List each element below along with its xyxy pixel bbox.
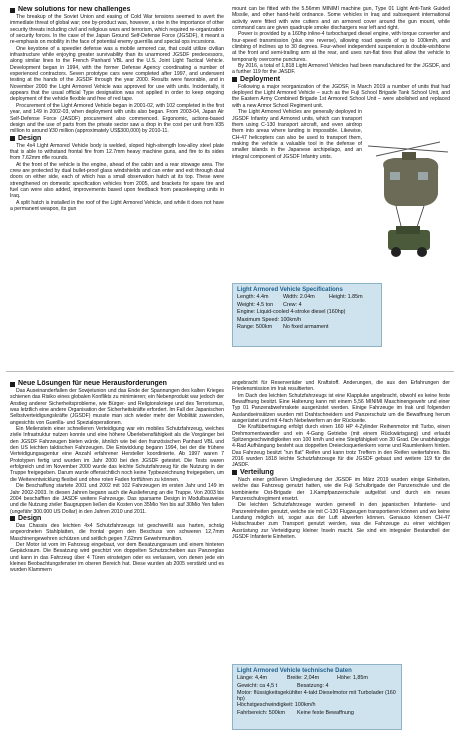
english-column-left: [10, 6, 224, 362]
paragraph: Das Auseinanderfallen der Sowjetunion und das Ende der Spannungen des kalten Krieges schienen das Risiko eines globalen Konflikts zu minimieren; ein Nebenprodukt war jedoch der Anstieg anderer Sicherheitsprobleme, wie Bürger- und Religionskriege und des Terrorismus, was letztlich eine andere Organisation der Sicherheitskräfte erfordert. Im Fall der Japanischen Selbstverteidigungskräfte (JGSDF) musste man sich wieder mehr der Mobilität zuwenden, angesichts von Guerilla- und Spezialoperationen.: [10, 388, 224, 426]
spec-weight: Gewicht: ca 4,5 t: [237, 682, 278, 689]
paragraph: Im Dach des leichten Schutzfahrzeugs ist eine Klappluke angebracht, obwohl es keine feste Bewaffnung besitzt. Eine Halterung kann mit einem 5,56 MINIMI Maschinengewehr und einer Typ 01 Panzerabwehrrakete ausgerüstet werden. Einige Fahrzeuge im Irak und folgenden Auslandseinsätzen wurden mit Drahtschneidern und Panzerschutz um die Bewaffnung herum ausgerüstet und mit 4-fach Nebelwerfern an der Rückseite.: [232, 392, 450, 425]
spec-range: Fahrbereich: 500km: [237, 709, 285, 716]
spec-title: Light Armored Vehicle Specifications: [237, 287, 343, 293]
bullet-square-icon: [10, 382, 15, 387]
spec-range: Range: 500km: [237, 324, 273, 331]
section-heading-neue-loesungen: Neue Lösungen für neue Herausforderungen: [10, 380, 224, 388]
paragraph: Die Beschaffung startete 2001 und 2002 mit 102 Fahrzeugen im ersten Jahr und 149 im Jahr 2002-2003. In diesen Jahren begann auch die Auslieferung an die Truppe. Von 2003 bis 2004 beschafften die JASDF weitere Fahrzeuge. Das sparsame Design in Modulbauweise und die Nutzung ziviler Baugruppen ließen die Kosten von 35Mio Yen bis auf 30Mio Yen fallen (ungefähr 300.000 US Dollar) in den Jahren 2010 und 2011.: [10, 483, 224, 515]
bullet-square-icon: [10, 516, 15, 521]
section-heading-design-de: Design: [10, 515, 224, 523]
spec-crew: Crew: 4: [283, 301, 302, 308]
section-heading-deployment: Deployment: [232, 76, 450, 84]
german-column-right: [232, 380, 450, 656]
spec-armament: No fixed armament: [283, 324, 329, 331]
spec-speed: Höchstgeschwindigkeit: 100km/h: [237, 702, 316, 709]
paragraph: Procurement of the Light Armored Vehicle began in 2001-02, with 102 completed in the first year, and 149 in 2002-03, when deployment with units also began. From 2003-04, Japan Air Self-Defense Force (JASDF) procurement also commenced. Ergonomic, actions-based design and the use of parts from the private sector saw a drop in the cost per unit from ¥35 million to around ¥30 million (approximately US$300,000) by 2010-11.: [10, 102, 224, 135]
paragraph: At the front of the vehicle is the engine, ahead of the cabin and a rear stowage area. The crew are protected by dual bullet-proof glass windshields and can enter and exit through dual doors on either side, each of which has a small observation hatch at its top. These were strengthened on domestic specification vehicles from 2005, and brackets for spare tire and fuel can were also added, improvements based upon feedback from peacekeeping units in Iraq.: [10, 161, 224, 200]
spec-title: Light Armored Vehicle technische Daten: [237, 668, 352, 674]
paragraph: Das Chassis des leichten 4x4 Schutzfahrzeugs ist geschweißt aus harten, schräg angeordneten Stahlplatten, die frontal gegen den Beschuss von schweren 12,7mm Maschinengewehren schützen und seitlich gegen 7,62mm Gewehrmunition.: [10, 522, 224, 542]
spec-weight: Weight: 4.5 ton: [237, 301, 274, 308]
bullet-square-icon: [232, 77, 237, 82]
paragraph: Die leichten Schutzfahrzeuge wurden generell in den japanischen Infanterie- und Panzereinheiten genutzt, welche sie mit C-130 Flugzeugen transportieren können und wo keine Landung möglich ist, sogar aus der Luft abwerfen können. Genauso können CH-47 Hubschrauber zum Transport genutzt werden, was die Fahrzeuge zu einer wichtigen Ausrüstung zur Verteidigung kleiner Inseln macht. Sie sind ein integraler Bestandteil der JGSDF Infanterie Einheiten.: [232, 502, 450, 540]
spec-box-german: [232, 664, 402, 730]
paragraph: One keystone of a speedier defense was a mobile armored car, that could utilize civilian infrastructure while enjoying greater survivability than its unarmored JGSDF predecessors, along similar lines to the French Panhard VBL and the U.S. Joint Light Tactical Vehicle. Development began in 1994, with the former Defense Agency coordinating a number of experienced contractors. Seven prototype cars were completed after 1997, and underwent testing at the hands of the JGSDF through the year 2000. Results were favorable, and in November 2000 the Light Armored Vehicle was approved for use with units. Incidentally, it appears that the usual official Type designation was not applied in order to keep ongoing deployment of the vehicle flexible and free of red tape.: [10, 45, 224, 103]
paragraph: Power is provided by a 160hp inline-4 turbocharged diesel engine, with torque converter and four-speed transmission (plus one reverse), allowing road speeds of up to 100km/h, and climbing of inclines up to 30 degrees. Four-wheel independent suspension is double-wishbone at the front and semi-trailing arm at the rear, and uses run-flat tires that allow the vehicle to temporarily overcome punctures.: [232, 31, 450, 63]
spec-length: Länge: 4,4m: [237, 675, 267, 681]
spec-crew: Besatzung: 4: [297, 682, 329, 689]
spec-height: Height: 1.85m: [329, 294, 363, 300]
spec-box-english: [232, 283, 382, 347]
bullet-square-icon: [10, 136, 15, 141]
paragraph: Following a major reorganization of the JGDSF, in March 2019 a number of units that had deployed the Light Armored Vehicle – such as the Fuji School Brigade Tank School Unit, and the Eastern Army Combined Brigade 1st Armored School Unit – were abolished and replaced with a new Armor School Regiment unit.: [232, 83, 450, 109]
helicopter-illustration: [366, 138, 450, 270]
language-divider: [6, 371, 454, 372]
bullet-square-icon: [10, 8, 15, 13]
spec-width: Breite: 2,04m: [287, 675, 320, 681]
spec-engine: Motor: flüssigkeitsgekühlter 4-takt Dieselmotor mit Turbolader (160 hp): [237, 690, 396, 703]
section-heading-new-solutions: New solutions for new challenges: [10, 6, 224, 14]
paragraph: Ein Meilenstein einer schnelleren Verteidigung war ein mobiles Schutzfahrzeug, welches zivile Infrastruktur nutzen konnte und eine höhere Überlebensfähigkeit als die Vorgänger bei den JGSDF Fahrzeugen bieten würde, ähnlich wie bei den französischen Panhard VBL und den US leichten taktischen Fahrzeugen. Die Entwicklung begann 1994, bei der die frühere Verteidigungsagentur eine Anzahl erfahrener Hersteller koordinierte. Ab 1997 waren 7 Prototypen fertig und wurden im Jahr 2000 bei den JGSDF getestet. Die Tests waren erfolgreich und im November 2000 wurde das leichte Schutzfahrzeug für die Nutzung in der Truppe freigegeben. Darum wurde offensichtlich noch keine Typbezeichnung freigegeben, um die Weiterentwicklung flexibel und ohne roten Faden fortführen zu können.: [10, 426, 224, 483]
spec-height: Höhe: 1,85m: [337, 675, 368, 681]
paragraph: angebracht für Reserveräder und Kraftstoff. Änderungen, die aus den Erfahrungen der Friedensmission im Irak resultierten.: [232, 380, 450, 393]
section-heading-verteilung: Verteilung: [232, 469, 450, 477]
paragraph: Nach einer größeren Umgliederung der JGSDF im März 2019 wurden einige Einheiten, welche das Fahrzeug genutzt hatten, wie die Fuji Schulbrigade der Panzerschule und die kombinierte Ost-Brigade der 1.Kampfpanzerschule aufgelöst und durch ein neues Panzerschulregiment ersetzt.: [232, 476, 450, 502]
section-heading-design: Design: [10, 135, 224, 143]
paragraph: The breakup of the Soviet Union and easing of Cold War tensions seemed to avert the immediate threat of global war; one by-product was, however, a rise in the importance of other security threats including civil and religious wars and terrorism, which required re-organization of security forces. In the case of the Japan Ground Self-Defense Force (JGSDF), it meant a re-emphasis on mobility in the face of potential enemy guerrilla and special ops incursions.: [10, 14, 224, 46]
spec-width: Width: 2.04m: [283, 294, 315, 300]
german-column-left: [10, 380, 224, 726]
paragraph: The 4x4 Light Armored Vehicle body is welded, sloped high-strength low-alloy steel plate that is able to withstand frontal fire from 12.7mm heavy machine guns, and fire to its sides from 7.62mm rifle rounds.: [10, 142, 224, 162]
spec-engine: Engine: Liquid-cooled 4-stroke diesel (160hp): [237, 309, 346, 316]
paragraph: By 2016, a total of 1,818 Light Armored Vehicles had been manufactured for the JGSDF, and a further 119 for the JASDF.: [232, 63, 450, 76]
paragraph: The Light Armored Vehicles are generally deployed in JGSDF Infantry and Armored units, which can transport them using C-130 transport aircraft, and even airdrop them into areas where landing is impossible. Likewise, CH-47 helicopters can also be used to transport them, making the vehicle a valuable tool in the defense of smaller islands in the Japanese archipelago, and an integral component of JGSDF Infantry units.: [232, 109, 362, 160]
paragraph: Der Motor ist vorn im Fahrzeug eingebaut, vor dem Besatzungsraum und einem hinteren Gepäckraum. Die Besatzung wird geschtzt von doppelten Schutzscheiben aus Panzerglas und kann in das Fahrzeug über 4 Türen einsteigen oder es verlassen, von denen jede ein kleines Beobachtungsfenster im oberen Bereich hat. Diese wurden ab 2005 verstärkt und es wurden Klammern: [10, 541, 224, 574]
spec-speed: Maximum Speed: 100km/h: [237, 316, 302, 323]
spec-armament: Keine feste Bewaffnung: [297, 709, 354, 716]
paragraph: Die Kraftübertragung erfolgt durch einen 160 HP 4-Zylinder Reihenmotor mit Turbo, einen Drehmomentwandler und ein 4-Gang Getriebe (mit einem Rückwärtsgang) und erlaubt Spitzengeschwindigkeiten von 100 km/h und eine Steigfähigkeit von 30 Grad. Die unabhängige 4-Rad Aufhängung besteht aus doppelten Dreiecksquerlenkern vorne und Raumlenkern hinten. Das Fahrzeug besitzt “run flat” Reifen und kann trotz Treffern in den Reifen weiterfahren. Bis 2016 wurden 1818 leichte Schutzfahrzeuge für die JGSDF gebaut und weitere 119 für die JASDF.: [232, 424, 450, 469]
paragraph: A split hatch is installed in the roof of the Light Armored Vehicle, and while it does not have a permanent weapon, its gun: [10, 199, 224, 212]
paragraph: mount can be fitted with the 5.56mm MINIMI machine gun, Type 01 Light Anti-Tank Guided Missile, and other hand-held ordnance. Some vehicles in Iraq and subsequent international activity were fitted with wire cutters and an armored cover around the gun mount, while command cars are given quadruple smoke dischargers rear left and right.: [232, 6, 450, 32]
spec-length: Length: 4.4m: [237, 294, 269, 300]
bullet-square-icon: [232, 470, 237, 475]
